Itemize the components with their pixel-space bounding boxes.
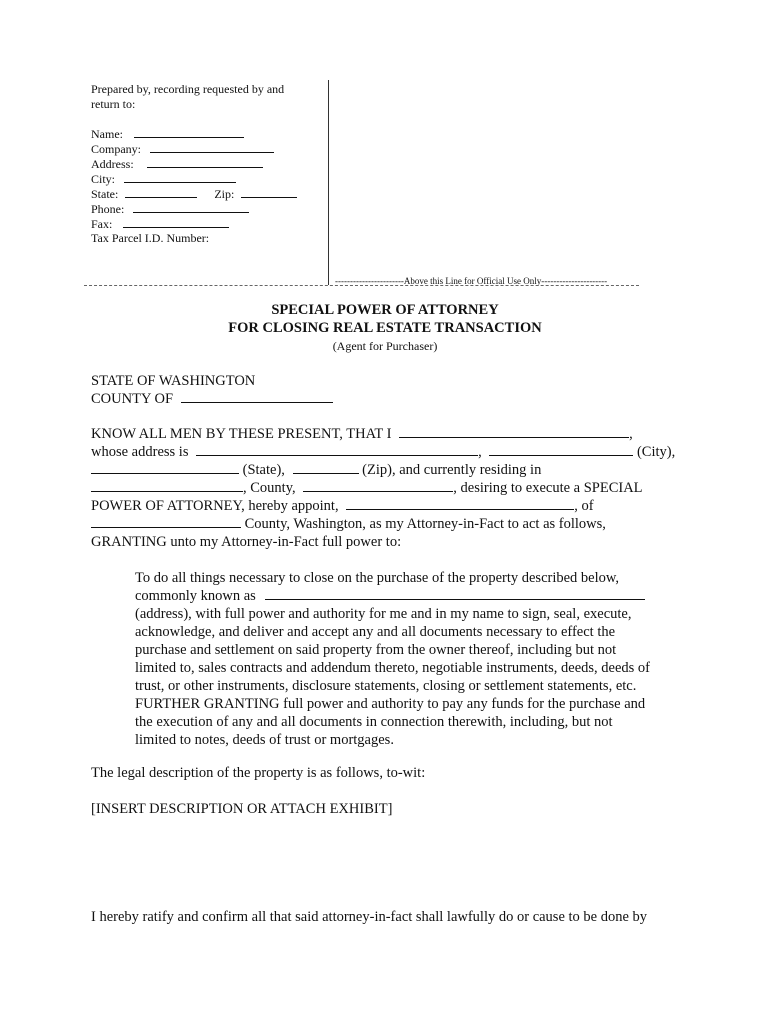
intro-text-3a: (State), [242, 462, 285, 478]
address-label: Address: [91, 157, 134, 171]
principal-zip-field[interactable] [293, 461, 359, 474]
zip-field[interactable] [241, 186, 297, 198]
county-field[interactable] [181, 390, 333, 403]
state-field[interactable] [125, 186, 197, 198]
powers-line5: purchase and settlement on said property from the owner thereof, including but not [135, 642, 617, 658]
city-field-row [91, 171, 236, 187]
intro-text-1b: , [629, 426, 633, 442]
powers-line4: acknowledge, and deliver and accept any and all documents necessary to effect the [135, 624, 616, 640]
company-field-row [91, 141, 274, 157]
intro-text-3b: (Zip), and currently residing in [362, 462, 542, 478]
powers-line3: (address), with full power and authority for me and in my name to sign, seal, execute, [135, 606, 632, 622]
document-subtitle: (Agent for Purchaser) [332, 339, 438, 353]
intro-text-6a: County, Washington, as my Attorney-in-Fact to act as follows, [244, 516, 606, 532]
tax-parcel-label: Tax Parcel I.D. Number: [91, 231, 210, 245]
intro-text-2c: (City), [636, 444, 676, 460]
intro-line3 [91, 461, 541, 479]
attorney-in-fact-name-field[interactable] [346, 497, 574, 510]
name-field[interactable] [134, 126, 244, 138]
fax-field[interactable] [123, 216, 229, 228]
zip-label: Zip: [214, 187, 235, 201]
name-label: Name: [91, 127, 123, 141]
residing-city-field[interactable] [91, 479, 243, 492]
phone-field[interactable] [133, 201, 249, 213]
attorney-county-field[interactable] [91, 515, 241, 528]
intro-text-5a: POWER OF ATTORNEY, hereby appoint, [91, 498, 339, 514]
principal-state-field[interactable] [91, 461, 239, 474]
intro-line2 [91, 443, 675, 461]
official-use-line: -----------------------Above this Line for Official Use Only---------------------- [335, 276, 608, 286]
fax-field-row [91, 216, 229, 232]
powers-line1: To do all things necessary to close on the purchase of the property described below, [135, 570, 620, 586]
intro-text-1a: KNOW ALL MEN BY THESE PRESENT, THAT I [91, 426, 392, 442]
fax-label: Fax: [91, 217, 113, 231]
powers-line6: limited to, sales contracts and addendum thereto, negotiable instruments, deeds, deeds of [135, 660, 651, 676]
city-field[interactable] [124, 171, 236, 183]
principal-address-field[interactable] [196, 443, 478, 456]
phone-label: Phone: [91, 202, 125, 216]
principal-city-field[interactable] [489, 443, 633, 456]
intro-text-2a: whose address is [91, 444, 189, 460]
intro-text-2b: , [478, 444, 482, 460]
powers-line2 [135, 587, 680, 605]
venue-state: STATE OF WASHINGTON [91, 373, 256, 389]
powers-line8: FURTHER GRANTING full power and authority to pay any funds for the purchase and [135, 696, 646, 712]
powers-line10: limited to notes, deeds of trust or mortgages. [135, 732, 394, 748]
document-title-line1: SPECIAL POWER OF ATTORNEY [271, 302, 499, 318]
official-use-rule [84, 285, 639, 286]
city-label: City: [91, 172, 116, 186]
prepared-by-line1: Prepared by, recording requested by and [91, 82, 285, 96]
ratify-paragraph: I hereby ratify and confirm all that said attorney-in-fact shall lawfully do or cause to be done by [91, 909, 648, 925]
venue-county-row [91, 390, 333, 408]
legal-description-intro: The legal description of the property is as follows, to-wit: [91, 765, 426, 781]
legal-description-placeholder: [INSERT DESCRIPTION OR ATTACH EXHIBIT] [91, 801, 393, 817]
intro-line1 [91, 425, 633, 443]
prepared-by-line2: return to: [91, 97, 136, 111]
powers-line9: the execution of any and all documents in connection therewith, including, but not [135, 714, 613, 730]
phone-field-row [91, 201, 249, 217]
intro-text-4b: , desiring to execute a SPECIAL [453, 480, 643, 496]
intro-text-4a: , County, [243, 480, 296, 496]
state-zip-field-row [91, 186, 297, 202]
intro-line5 [91, 497, 594, 515]
company-label: Company: [91, 142, 141, 156]
name-field-row [91, 126, 244, 142]
address-field-row [91, 156, 263, 172]
powers-text-2: commonly known as [135, 588, 256, 604]
principal-name-field[interactable] [399, 425, 629, 438]
residing-county-field[interactable] [303, 479, 453, 492]
intro-line4 [91, 479, 643, 497]
document-title-line2: FOR CLOSING REAL ESTATE TRANSACTION [228, 320, 542, 336]
company-field[interactable] [150, 141, 274, 153]
state-label: State: [91, 187, 119, 201]
intro-line7: GRANTING unto my Attorney-in-Fact full power to: [91, 534, 402, 550]
venue-county-label: COUNTY OF [91, 391, 174, 407]
intro-line6 [91, 515, 606, 533]
intro-text-5b: , of [574, 498, 594, 514]
powers-line7: trust, or other instruments, disclosure statements, closing or settlement statements, etc. [135, 678, 637, 694]
address-field[interactable] [147, 156, 263, 168]
header-divider [328, 80, 329, 285]
powers-paragraph [135, 569, 680, 749]
property-address-field[interactable] [265, 587, 645, 600]
